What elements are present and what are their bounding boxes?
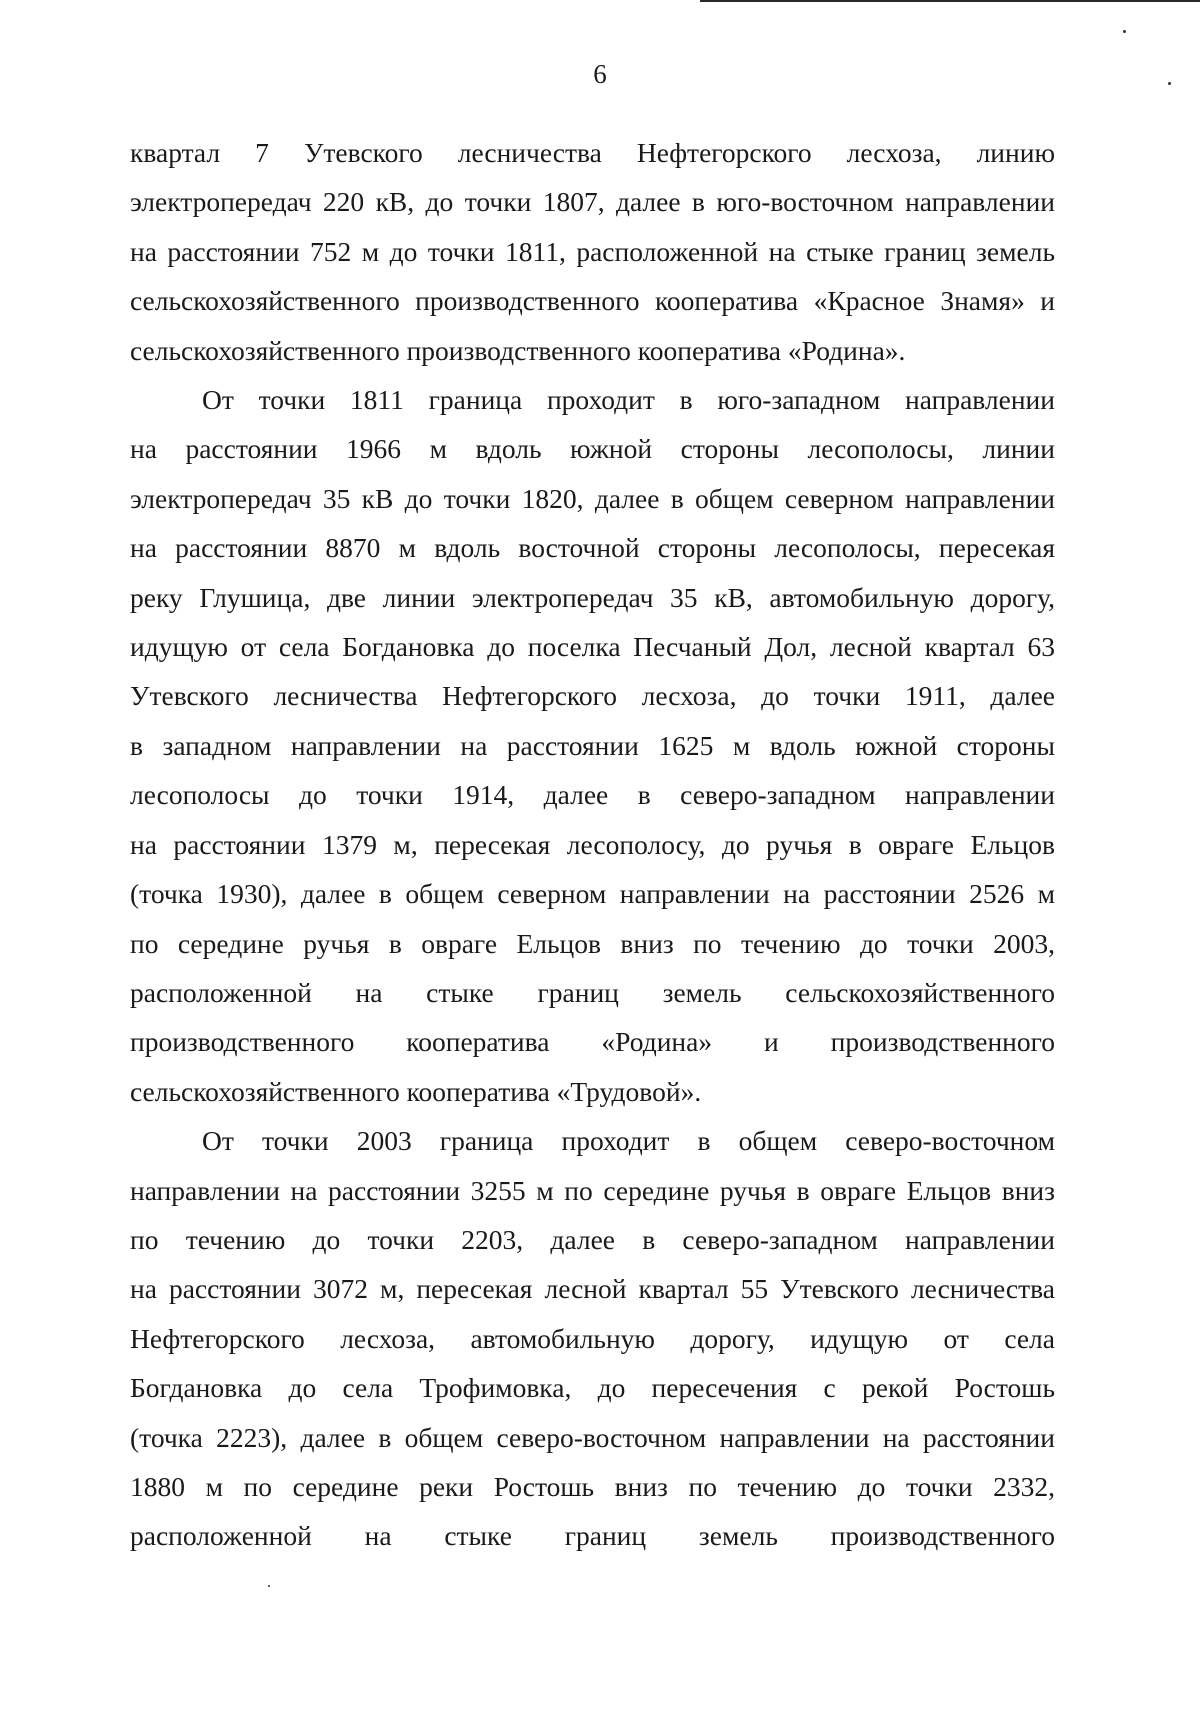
text-line: От точки 1811 граница проходит в юго-западном направлении: [202, 384, 1055, 416]
text-line: по течению до точки 2203, далее в северо-западном направлении: [130, 1223, 1055, 1255]
text-line: лесополосы до точки 1914, далее в северо-западном направлении: [130, 779, 1055, 811]
text-line: сельскохозяйственного кооператива «Трудовой».: [130, 1075, 702, 1107]
text-line: Богдановка до села Трофимовка, до пересечения с рекой Ростошь: [130, 1372, 1055, 1404]
document-body: [130, 128, 1055, 1561]
text-line: квартал 7 Утевского лесничества Нефтегорского лесхоза, линию: [130, 137, 1055, 168]
text-line: расположенной на стыке границ земель производственного: [130, 1520, 1055, 1552]
text-line: на расстоянии 1379 м, пересекая лесополосу, до ручья в овраге Ельцов: [130, 828, 1055, 860]
text-line: электропередач 35 кВ до точки 1820, далее в общем северном направлении: [130, 482, 1055, 514]
scan-speck: [268, 1585, 270, 1587]
text-line: Нефтегорского лесхоза, автомобильную дорогу, идущую от села: [130, 1322, 1055, 1354]
paragraph-2: [130, 375, 1055, 1116]
text-line: (точка 1930), далее в общем северном направлении на расстоянии 2526 м: [130, 878, 1055, 910]
text-line: От точки 2003 граница проходит в общем северо-восточном: [202, 1125, 1055, 1157]
text-line: сельскохозяйственного производственного кооператива «Родина».: [130, 334, 906, 366]
text-line: по середине ручья в овраге Ельцов вниз по течению до точки 2003,: [130, 927, 1055, 959]
text-line: идущую от села Богдановка до поселка Песчаный Дол, лесной квартал 63: [130, 631, 1055, 663]
paragraph-1: [130, 128, 1055, 375]
text-line: сельскохозяйственного производственного кооператива «Красное Знамя» и: [130, 285, 1055, 317]
text-line: расположенной на стыке границ земель сельскохозяйственного: [130, 976, 1055, 1008]
text-line: производственного кооператива «Родина» и производственного: [130, 1026, 1055, 1058]
text-line: на расстоянии 752 м до точки 1811, расположенной на стыке границ земель: [130, 235, 1055, 267]
scan-speck: [1123, 30, 1126, 33]
text-line: на расстоянии 8870 м вдоль восточной стороны лесополосы, пересекая: [130, 532, 1055, 564]
paragraph-3: [130, 1116, 1055, 1561]
scan-speck: [1168, 82, 1171, 85]
text-line: электропередач 220 кВ, до точки 1807, далее в юго-восточном направлении: [130, 186, 1055, 218]
text-line: 1880 м по середине реки Ростошь вниз по течению до точки 2332,: [130, 1470, 1055, 1502]
text-line: реку Глушица, две линии электропередач 35 кВ, автомобильную дорогу,: [130, 581, 1055, 613]
text-line: Утевского лесничества Нефтегорского лесхоза, до точки 1911, далее: [130, 680, 1055, 712]
text-line: на расстоянии 1966 м вдоль южной стороны лесополосы, линии: [130, 433, 1055, 465]
text-line: на расстоянии 3072 м, пересекая лесной квартал 55 Утевского лесничества: [130, 1273, 1055, 1305]
text-line: в западном направлении на расстоянии 1625 м вдоль южной стороны: [130, 729, 1055, 761]
top-edge-rule: [700, 0, 1200, 2]
text-line: (точка 2223), далее в общем северо-восточном направлении на расстоянии: [130, 1421, 1055, 1453]
text-line: направлении на расстоянии 3255 м по середине ручья в овраге Ельцов вниз: [130, 1174, 1055, 1206]
page-number: 6: [593, 59, 607, 89]
